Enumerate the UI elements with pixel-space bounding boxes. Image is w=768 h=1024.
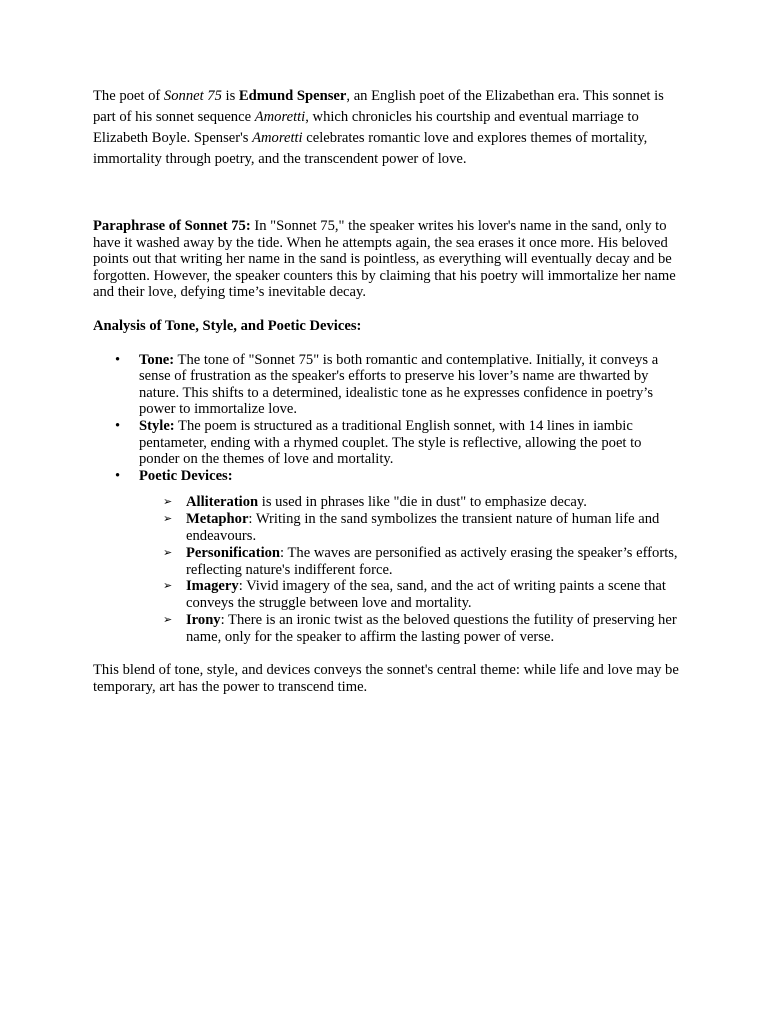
sequence-title-2: Amoretti — [252, 130, 303, 146]
list-item-tone — [93, 352, 683, 418]
analysis-heading-paragraph — [93, 318, 683, 335]
device-item-irony — [93, 612, 683, 646]
paraphrase-heading: Paraphrase of Sonnet 75: — [93, 218, 251, 234]
device-term: Irony — [186, 611, 221, 628]
device-term: Imagery — [186, 578, 239, 595]
spacer — [93, 645, 683, 662]
arrow-bullet-icon: ➢ — [163, 545, 173, 559]
device-text: : The waves are personified as actively erasing the speaker’s efforts, reflecting nature's indifferent force. — [186, 544, 678, 578]
device-term: Personification — [186, 544, 281, 561]
device-term: Alliteration — [186, 494, 259, 511]
spacer — [93, 170, 683, 218]
device-item-personification — [93, 545, 683, 579]
spacer — [93, 335, 683, 352]
bullet-icon: • — [115, 351, 121, 368]
style-text: The poem is structured as a traditional English sonnet, with 14 lines in iambic pentameter, ending with a rhymed couplet. The style is reflective, allowing the poet to ponder on the themes of love and mortality. — [139, 417, 642, 468]
style-term: Style: — [139, 417, 175, 434]
device-item-imagery — [93, 578, 683, 612]
arrow-bullet-icon: ➢ — [163, 495, 173, 509]
analysis-heading: Analysis of Tone, Style, and Poetic Devices: — [93, 317, 362, 334]
arrow-bullet-icon: ➢ — [163, 512, 173, 526]
intro-text-5: celebrates romantic love and explores themes of mortality, immortality through poetry, and the transcendent power of love. — [93, 130, 648, 167]
bullet-icon: • — [115, 467, 121, 484]
list-item-style — [93, 418, 683, 468]
bullet-icon: • — [115, 417, 121, 434]
list-item-poetic-devices — [93, 468, 683, 485]
device-text: : There is an ironic twist as the beloved questions the futility of preserving her name, only for the speaker to affirm the lasting power of verse. — [186, 611, 677, 645]
document-page — [93, 86, 683, 696]
paraphrase-paragraph — [93, 218, 683, 301]
device-item-metaphor — [93, 511, 683, 545]
device-text: : Writing in the sand symbolizes the transient nature of human life and endeavours. — [186, 511, 660, 544]
intro-text-3: , an English poet of the Elizabethan era. This sonnet is part of his sonnet sequence — [93, 88, 664, 125]
device-text: is used in phrases like "die in dust" to emphasize decay. — [258, 494, 587, 511]
intro-text-4: , which chronicles his courtship and eventual marriage to Elizabeth Boyle. Spenser's — [93, 109, 639, 146]
arrow-bullet-icon: ➢ — [163, 579, 173, 593]
tone-text: The tone of "Sonnet 75" is both romantic and contemplative. Initially, it conveys a sense of frustration as the speaker's efforts to preserve his lover’s name are thwarted by nature. This shifts to a determined, idealistic tone as he expresses confidence in poetry’s power to immortalize love. — [139, 351, 659, 418]
tone-term: Tone: — [139, 351, 175, 368]
poet-name: Edmund Spenser — [238, 88, 347, 104]
arrow-bullet-icon: ➢ — [163, 612, 173, 626]
intro-text-1: The poet of — [93, 88, 164, 104]
device-term: Metaphor — [186, 511, 249, 528]
spacer — [93, 301, 683, 318]
device-item-alliteration — [93, 494, 683, 511]
sonnet-title: Sonnet 75 — [163, 88, 222, 104]
paraphrase-text: In "Sonnet 75," the speaker writes his lover's name in the sand, only to have it washed away by the tide. When he attempts again, the sea erases it once more. His beloved points out that writing her name in the sand is pointless, as everything will eventually decay and be forgotten. However, the speaker counters this by claiming that his poetry will immortalize her name and their love, defying time’s inevitable decay. — [93, 218, 676, 301]
analysis-list — [93, 352, 683, 485]
intro-paragraph — [93, 86, 683, 170]
device-text: : Vivid imagery of the sea, sand, and the act of writing paints a scene that conveys the struggle between love and mortality. — [186, 578, 666, 612]
sequence-title: Amoretti — [254, 109, 306, 125]
intro-text-2: is — [221, 88, 239, 104]
devices-list — [93, 494, 683, 645]
poetic-devices-term: Poetic Devices: — [139, 467, 233, 484]
conclusion-paragraph: This blend of tone, style, and devices conveys the sonnet's central theme: while life and love may be temporary, art has the power to transcend time. — [93, 662, 679, 696]
